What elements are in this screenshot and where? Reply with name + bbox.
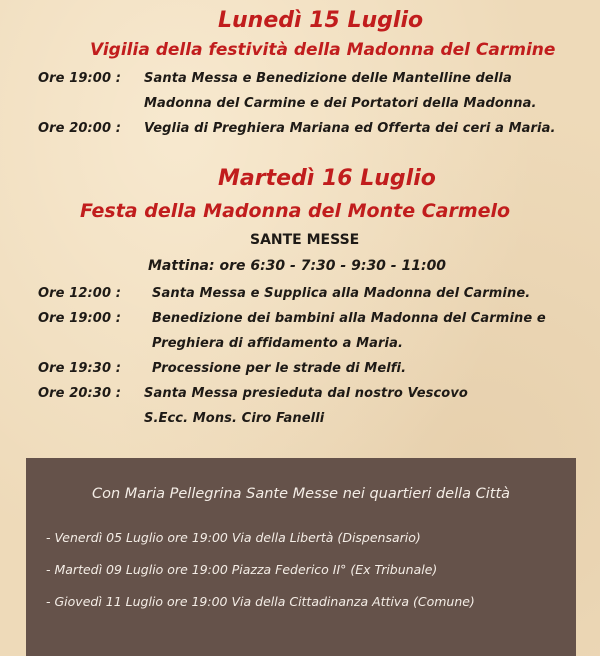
box-item: - Giovedì 11 Luglio ore 19:00 Via della Cittadinanza Attiva (Comune) [46,594,475,609]
day1-event1-line1: Santa Messa e Benedizione delle Mantelline della [144,71,512,86]
day1-title: Lunedì 15 Luglio [218,8,424,33]
day1-event2-line1: Veglia di Preghiera Mariana ed Offerta dei ceri a Maria. [144,121,556,136]
morning-masses: Mattina: ore 6:30 - 7:30 - 9:30 - 11:00 [148,258,447,274]
day2-event4-line2: S.Ecc. Mons. Ciro Fanelli [144,411,325,426]
day1-subtitle: Vigilia della festività della Madonna del Carmine [90,40,556,60]
box-title: Con Maria Pellegrina Sante Messe nei quartieri della Città [91,486,511,502]
day2-event3-time: Ore 19:30 : [38,361,122,376]
day2-event4-time: Ore 20:30 : [38,386,122,401]
day2-event1-line1: Santa Messa e Supplica alla Madonna del Carmine. [152,286,531,301]
box-item: - Venerdì 05 Luglio ore 19:00 Via della Libertà (Dispensario) [46,530,421,545]
day2-event2-line2: Preghiera di affidamento a Maria. [152,336,403,351]
day2-subtitle: Festa della Madonna del Monte Carmelo [80,200,511,222]
day1-event1-line2: Madonna del Carmine e dei Portatori della Madonna. [144,96,537,111]
day2-event4-line1: Santa Messa presieduta dal nostro Vescovo [144,386,468,401]
day2-title: Martedì 16 Luglio [218,166,436,191]
box-item: - Martedì 09 Luglio ore 19:00 Piazza Federico II° (Ex Tribunale) [46,562,438,577]
day2-event2-time: Ore 19:00 : [38,311,122,326]
day1-event1-time: Ore 19:00 : [38,71,122,86]
day2-event1-time: Ore 12:00 : [38,286,122,301]
day2-event2-line1: Benedizione dei bambini alla Madonna del Carmine e [152,311,546,326]
pilgrim-masses-box [26,458,576,656]
day2-event3-line1: Processione per le strade di Melfi. [152,361,407,376]
masses-heading: SANTE MESSE [250,232,360,248]
day1-event2-time: Ore 20:00 : [38,121,122,136]
